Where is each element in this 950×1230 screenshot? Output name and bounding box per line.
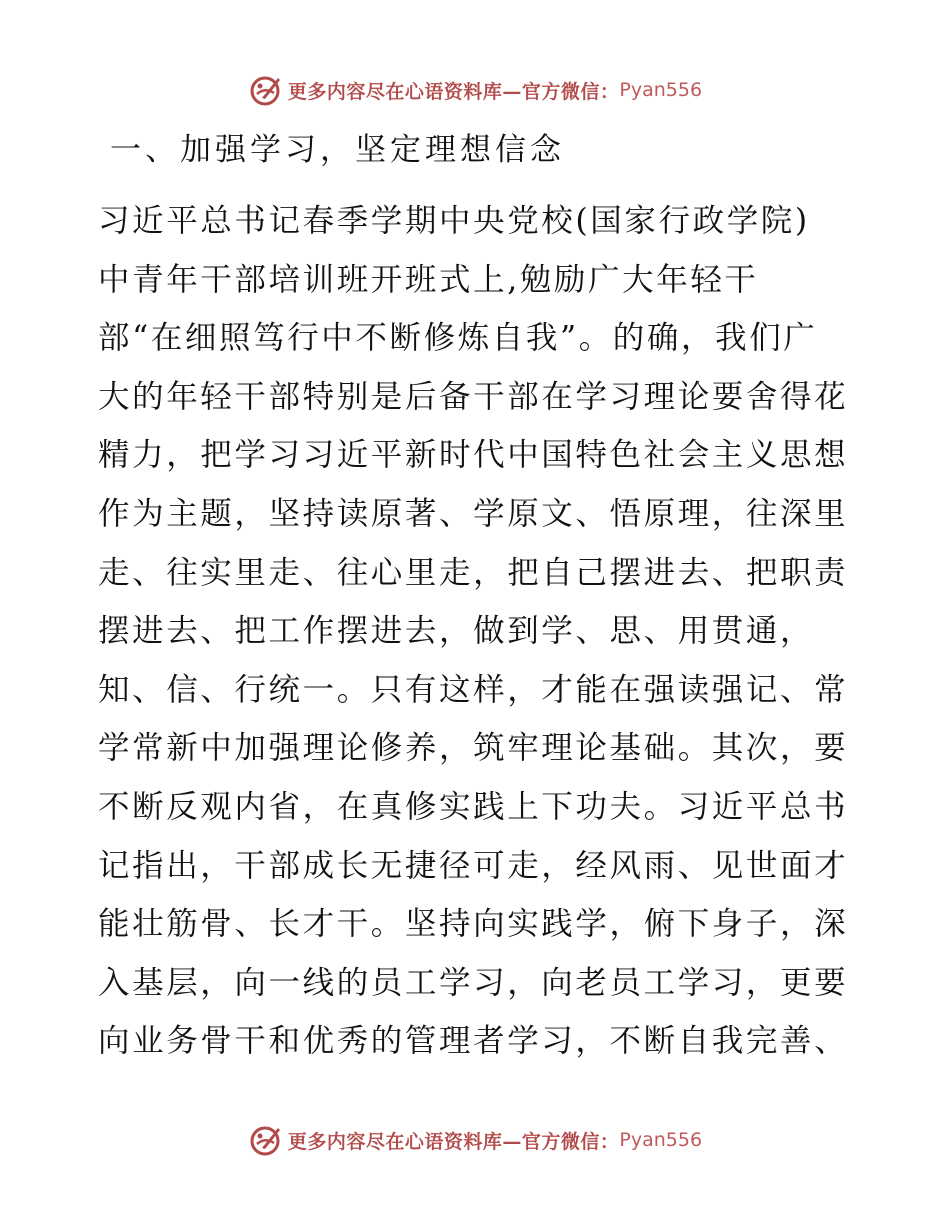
text-line: 入基层，向一线的员工学习，向老员工学习，更要 xyxy=(98,964,849,1001)
text-line: 学常新中加强理论修养，筑牢理论基础。其次，要 xyxy=(98,730,849,767)
banner-text: 更多内容尽在心语资料库—官方微信： xyxy=(287,1130,620,1153)
book-quill-logo-icon xyxy=(248,1122,284,1158)
text-line: 部“在细照笃行中不断修炼自我”。的确，我们广 xyxy=(98,320,818,357)
book-quill-logo-icon xyxy=(248,72,284,108)
text-line: 能壮筋骨、长才干。坚持向实践学，俯下身子，深 xyxy=(98,906,849,943)
text-line: 记指出，干部成长无捷径可走，经风雨、见世面才 xyxy=(98,847,849,884)
text-line: 摆进去、把工作摆进去，做到学、思、用贯通， xyxy=(98,613,815,650)
banner-text: 更多内容尽在心语资料库—官方微信： xyxy=(287,80,620,103)
text-line: 知、信、行统一。只有这样，才能在强读强记、常 xyxy=(98,671,849,708)
text-line: 大的年轻干部特别是后备干部在学习理论要舍得花 xyxy=(98,378,849,415)
footer-banner xyxy=(0,1120,950,1160)
text-line: 习近平总书记春季学期中央党校(国家行政学院) xyxy=(98,203,810,239)
header-banner xyxy=(0,70,950,110)
text-line: 向业务骨干和优秀的管理者学习，不断自我完善、 xyxy=(98,1023,849,1060)
section-heading: 一、加强学习，坚定理想信念 xyxy=(110,132,565,168)
body-paragraph xyxy=(98,198,858,1077)
wechat-id: Pyan556 xyxy=(619,1129,703,1151)
text-line: 不断反观内省，在真修实践上下功夫。习近平总书 xyxy=(98,788,849,825)
wechat-id: Pyan556 xyxy=(619,79,703,101)
text-line: 走、往实里走、往心里走，把自己摆进去、把职责 xyxy=(98,554,849,591)
text-line: 作为主题，坚持读原著、学原文、悟原理，往深里 xyxy=(98,495,849,532)
text-line: 精力，把学习习近平新时代中国特色社会主义思想 xyxy=(98,437,849,474)
text-line: 中青年干部培训班开班式上,勉励广大年轻干 xyxy=(98,261,759,298)
